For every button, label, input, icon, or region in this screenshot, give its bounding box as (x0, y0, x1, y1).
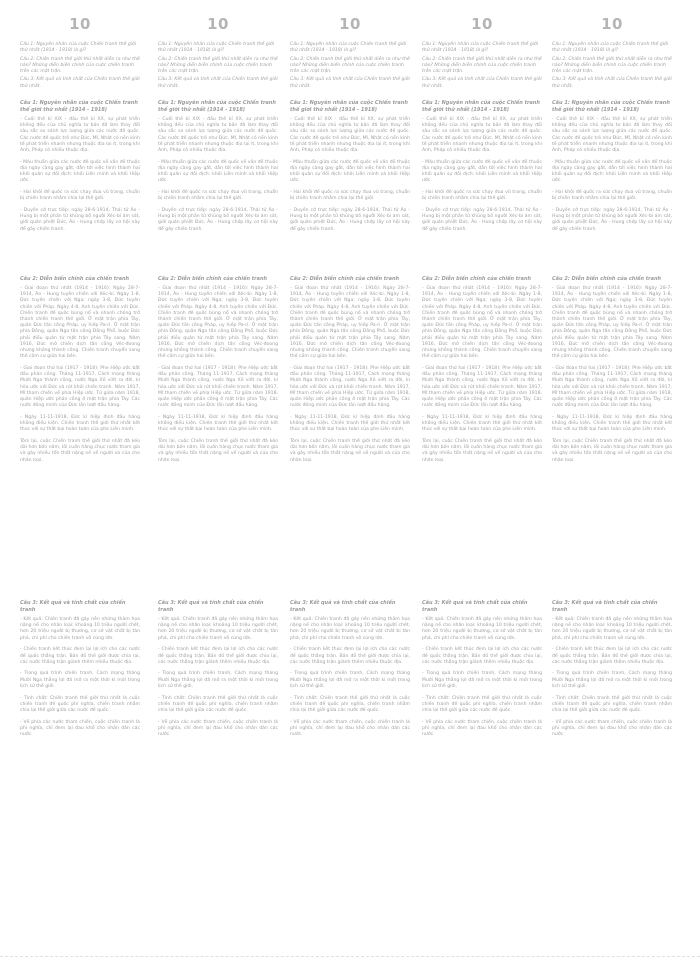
paragraph: - Cuối thế kỉ XIX - đầu thế kỉ XX, sự phát triển không đều của chủ nghĩa tư bản đã làm thay đổi sâu sắc so sánh lực lượng giữa các nước đế quốc. Các nước đế quốc trẻ như Đức, Mĩ, Nhật có nền kinh tế phát triển nhanh nhưng thuộc địa lại ít, trong khi Anh, Pháp có nhiều thuộc địa. (422, 117, 542, 154)
paragraph: - Kết quả: Chiến tranh đã gây nên những thảm họa nặng nề cho nhân loại: khoảng 10 triệu người chết, hơn 20 triệu người bị thương, cơ sở vật chất bị tàn phá, chi phí cho chiến tranh vô cùng lớn. (290, 617, 410, 641)
paragraph: - Tính chất: Chiến tranh thế giới thứ nhất là cuộc chiến tranh đế quốc phi nghĩa, chiến tranh nhằm chia lại thế giới giữa các nước đế quốc. (158, 695, 278, 713)
section-title: Câu 1: Nguyên nhân của cuộc Chiến tranh thế giới thứ nhất (1914 - 1918) (552, 100, 670, 113)
paragraph: - Giai đoạn thứ nhất (1914 - 1916): Ngày 28-7-1914, Áo - Hung tuyên chiến với Xéc-bi. Ngày 1-8, Đức tuyên chiến với Nga; ngày 3-8, Đức tuyên chiến với Pháp. Ngày 4-8, Anh tuyên chiến với Đức. Chiến tranh đế quốc bùng nổ và nhanh chóng trở thành chiến tranh thế giới. Ở mặt trận phía Tây, quân Đức tấn công Pháp, uy hiếp Pa-ri. Ở mặt trận phía Đông, quân Nga tấn công Đông Phổ, buộc Đức phải điều quân từ mặt trận phía Tây sang. Năm 1916, Đức mở chiến dịch tấn công Véc-đoong nhưng không thành công. Chiến tranh chuyển sang thế cầm cự giữa hai bên. (552, 286, 672, 360)
paragraph: - Giai đoạn thứ nhất (1914 - 1916): Ngày 28-7-1914, Áo - Hung tuyên chiến với Xéc-bi. Ngày 1-8, Đức tuyên chiến với Nga; ngày 3-8, Đức tuyên chiến với Pháp. Ngày 4-8, Anh tuyên chiến với Đức. Chiến tranh đế quốc bùng nổ và nhanh chóng trở thành chiến tranh thế giới. Ở mặt trận phía Tây, quân Đức tấn công Pháp, uy hiếp Pa-ri. Ở mặt trận phía Đông, quân Nga tấn công Đông Phổ, buộc Đức phải điều quân từ mặt trận phía Tây sang. Năm 1916, Đức mở chiến dịch tấn công Véc-đoong nhưng không thành công. Chiến tranh chuyển sang thế cầm cự giữa hai bên. (158, 286, 278, 360)
question-list (552, 42, 672, 90)
page-number: 10 (207, 15, 229, 33)
paragraph: - Tính chất: Chiến tranh thế giới thứ nhất là cuộc chiến tranh đế quốc phi nghĩa, chiến tranh nhằm chia lại thế giới giữa các nước đế quốc. (552, 695, 672, 713)
paragraph: - Trong quá trình chiến tranh, Cách mạng tháng Mười Nga thắng lợi đã mở ra một thời kì mới trong lịch sử thế giới. (552, 671, 672, 689)
paragraph: - Duyên cớ trực tiếp: ngày 28-6-1914, Thái tử Áo - Hung bị một phần tử khủng bố người Xéc-bi ám sát, giới quân phiệt Đức, Áo - Hung chớp lấy cơ hội này để gây chiến tranh. (158, 207, 278, 232)
section-title: Câu 1: Nguyên nhân của cuộc Chiến tranh thế giới thứ nhất (1914 - 1918) (20, 100, 138, 113)
answer-section-1 (158, 100, 278, 238)
paragraph: - Cuối thế kỉ XIX - đầu thế kỉ XX, sự phát triển không đều của chủ nghĩa tư bản đã làm thay đổi sâu sắc so sánh lực lượng giữa các nước đế quốc. Các nước đế quốc trẻ như Đức, Mĩ, Nhật có nền kinh tế phát triển nhanh nhưng thuộc địa lại ít, trong khi Anh, Pháp có nhiều thuộc địa. (20, 117, 140, 154)
paragraph: - Trong quá trình chiến tranh, Cách mạng tháng Mười Nga thắng lợi đã mở ra một thời kì mới trong lịch sử thế giới. (422, 671, 542, 689)
answer-section-3 (552, 600, 672, 744)
page-number: 10 (471, 15, 493, 33)
paragraph: - Về phía các nước tham chiến, cuộc chiến tranh là phi nghĩa, chỉ đem lại đau khổ cho nhân dân các nước. (20, 719, 140, 738)
question-item: Câu 3: Kết quả và tính chất của Chiến tranh thế giới thứ nhất. (158, 77, 278, 89)
paragraph: - Trong quá trình chiến tranh, Cách mạng tháng Mười Nga thắng lợi đã mở ra một thời kì mới trong lịch sử thế giới. (20, 671, 140, 689)
paragraph: - Mâu thuẫn giữa các nước đế quốc về vấn đề thuộc địa ngày càng gay gắt, dẫn tới việc hình thành hai khối quân sự đối địch: khối Liên minh và khối Hiệp ước. (552, 159, 672, 184)
paragraph: - Hai khối đế quốc ra sức chạy đua vũ trang, chuẩn bị chiến tranh nhằm chia lại thế giới. (290, 190, 410, 202)
answer-section-1 (290, 100, 410, 238)
paragraph: - Ngày 11-11-1918, Đức kí hiệp định đầu hàng không điều kiện. Chiến tranh thế giới thứ nhất kết thúc với sự thất bại hoàn toàn của phe Liên minh. (20, 414, 140, 433)
answer-section-2 (552, 276, 672, 469)
page-number: 10 (339, 15, 361, 33)
paragraph: - Tính chất: Chiến tranh thế giới thứ nhất là cuộc chiến tranh đế quốc phi nghĩa, chiến tranh nhằm chia lại thế giới giữa các nước đế quốc. (422, 695, 542, 713)
answer-section-3 (422, 600, 542, 744)
paragraph: - Ngày 11-11-1918, Đức kí hiệp định đầu hàng không điều kiện. Chiến tranh thế giới thứ nhất kết thúc với sự thất bại hoàn toàn của phe Liên minh. (290, 414, 410, 433)
question-list (290, 42, 410, 90)
question-item: Câu 2: Chiến tranh thế giới thứ nhất diễn ra như thế nào? Những diễn biến chính của cuộc chiến tranh trên các mặt trận. (290, 56, 410, 74)
paragraph: Tóm lại, cuộc Chiến tranh thế giới thứ nhất đã kéo dài hơn bốn năm, lôi cuốn hàng chục nước tham gia và gây nhiều tổn thất nặng nề về người và của cho nhân loại. (20, 438, 140, 463)
paragraph: - Kết quả: Chiến tranh đã gây nên những thảm họa nặng nề cho nhân loại: khoảng 10 triệu người chết, hơn 20 triệu người bị thương, cơ sở vật chất bị tàn phá, chi phí cho chiến tranh vô cùng lớn. (422, 617, 542, 641)
paragraph: - Giai đoạn thứ hai (1917 - 1918): Phe Hiệp ước bắt đầu phản công. Tháng 11-1917, Cách mạng tháng Mười Nga thành công, nước Nga Xô viết ra đời, kí hòa ước với Đức và rút khỏi chiến tranh. Năm 1917, Mĩ tham chiến về phía Hiệp ước. Từ giữa năm 1918, quân Hiệp ước phản công ở mặt trận phía Tây. Các nước đồng minh của Đức lần lượt đầu hàng. (552, 365, 672, 409)
question-item: Câu 1: Nguyên nhân của cuộc Chiến tranh thế giới thứ nhất (1914 - 1918) là gì? (158, 42, 275, 54)
paragraph: - Giai đoạn thứ hai (1917 - 1918): Phe Hiệp ước bắt đầu phản công. Tháng 11-1917, Cách mạng tháng Mười Nga thành công, nước Nga Xô viết ra đời, kí hòa ước với Đức và rút khỏi chiến tranh. Năm 1917, Mĩ tham chiến về phía Hiệp ước. Từ giữa năm 1918, quân Hiệp ước phản công ở mặt trận phía Tây. Các nước đồng minh của Đức lần lượt đầu hàng. (290, 365, 410, 409)
paragraph: - Giai đoạn thứ hai (1917 - 1918): Phe Hiệp ước bắt đầu phản công. Tháng 11-1917, Cách mạng tháng Mười Nga thành công, nước Nga Xô viết ra đời, kí hòa ước với Đức và rút khỏi chiến tranh. Năm 1917, Mĩ tham chiến về phía Hiệp ước. Từ giữa năm 1918, quân Hiệp ước phản công ở mặt trận phía Tây. Các nước đồng minh của Đức lần lượt đầu hàng. (20, 365, 140, 409)
paragraph: - Về phía các nước tham chiến, cuộc chiến tranh là phi nghĩa, chỉ đem lại đau khổ cho nhân dân các nước. (552, 719, 672, 738)
question-list (158, 42, 278, 90)
answer-section-2 (158, 276, 278, 469)
answer-section-1 (20, 100, 140, 238)
paragraph: - Kết quả: Chiến tranh đã gây nên những thảm họa nặng nề cho nhân loại: khoảng 10 triệu người chết, hơn 20 triệu người bị thương, cơ sở vật chất bị tàn phá, chi phí cho chiến tranh vô cùng lớn. (158, 617, 278, 641)
bottom-divider (0, 956, 700, 957)
question-item: Câu 2: Chiến tranh thế giới thứ nhất diễn ra như thế nào? Những diễn biến chính của cuộc chiến tranh trên các mặt trận. (158, 56, 278, 74)
question-list (422, 42, 542, 90)
section-title: Câu 1: Nguyên nhân của cuộc Chiến tranh thế giới thứ nhất (1914 - 1918) (290, 100, 408, 113)
page-column-4 (422, 14, 542, 738)
answer-section-3 (290, 600, 410, 744)
paragraph: - Kết quả: Chiến tranh đã gây nên những thảm họa nặng nề cho nhân loại: khoảng 10 triệu người chết, hơn 20 triệu người bị thương, cơ sở vật chất bị tàn phá, chi phí cho chiến tranh vô cùng lớn. (552, 617, 672, 641)
section-title: Câu 3: Kết quả và tính chất của chiến tranh (158, 600, 264, 613)
page-number: 10 (601, 15, 623, 33)
paragraph: - Mâu thuẫn giữa các nước đế quốc về vấn đề thuộc địa ngày càng gay gắt, dẫn tới việc hình thành hai khối quân sự đối địch: khối Liên minh và khối Hiệp ước. (290, 159, 410, 184)
paragraph: - Về phía các nước tham chiến, cuộc chiến tranh là phi nghĩa, chỉ đem lại đau khổ cho nhân dân các nước. (158, 719, 278, 738)
answer-section-2 (290, 276, 410, 469)
paragraph: - Giai đoạn thứ nhất (1914 - 1916): Ngày 28-7-1914, Áo - Hung tuyên chiến với Xéc-bi. Ngày 1-8, Đức tuyên chiến với Nga; ngày 3-8, Đức tuyên chiến với Pháp. Ngày 4-8, Anh tuyên chiến với Đức. Chiến tranh đế quốc bùng nổ và nhanh chóng trở thành chiến tranh thế giới. Ở mặt trận phía Tây, quân Đức tấn công Pháp, uy hiếp Pa-ri. Ở mặt trận phía Đông, quân Nga tấn công Đông Phổ, buộc Đức phải điều quân từ mặt trận phía Tây sang. Năm 1916, Đức mở chiến dịch tấn công Véc-đoong nhưng không thành công. Chiến tranh chuyển sang thế cầm cự giữa hai bên. (20, 286, 140, 360)
answer-section-1 (552, 100, 672, 238)
question-item: Câu 3: Kết quả và tính chất của Chiến tranh thế giới thứ nhất. (290, 77, 410, 89)
page-column-5 (552, 14, 672, 738)
paragraph: - Giai đoạn thứ hai (1917 - 1918): Phe Hiệp ước bắt đầu phản công. Tháng 11-1917, Cách mạng tháng Mười Nga thành công, nước Nga Xô viết ra đời, kí hòa ước với Đức và rút khỏi chiến tranh. Năm 1917, Mĩ tham chiến về phía Hiệp ước. Từ giữa năm 1918, quân Hiệp ước phản công ở mặt trận phía Tây. Các nước đồng minh của Đức lần lượt đầu hàng. (158, 365, 278, 409)
section-title: Câu 2: Diễn biến chính của chiến tranh (422, 276, 532, 282)
question-item: Câu 3: Kết quả và tính chất của Chiến tranh thế giới thứ nhất. (20, 77, 140, 89)
answer-section-1 (422, 100, 542, 238)
paragraph: - Trong quá trình chiến tranh, Cách mạng tháng Mười Nga thắng lợi đã mở ra một thời kì mới trong lịch sử thế giới. (158, 671, 278, 689)
paragraph: - Mâu thuẫn giữa các nước đế quốc về vấn đề thuộc địa ngày càng gay gắt, dẫn tới việc hình thành hai khối quân sự đối địch: khối Liên minh và khối Hiệp ước. (20, 159, 140, 184)
question-item: Câu 2: Chiến tranh thế giới thứ nhất diễn ra như thế nào? Những diễn biến chính của cuộc chiến tranh trên các mặt trận. (422, 56, 542, 74)
paragraph: - Tính chất: Chiến tranh thế giới thứ nhất là cuộc chiến tranh đế quốc phi nghĩa, chiến tranh nhằm chia lại thế giới giữa các nước đế quốc. (290, 695, 410, 713)
paragraph: - Trong quá trình chiến tranh, Cách mạng tháng Mười Nga thắng lợi đã mở ra một thời kì mới trong lịch sử thế giới. (290, 671, 410, 689)
paragraph: - Cuối thế kỉ XIX - đầu thế kỉ XX, sự phát triển không đều của chủ nghĩa tư bản đã làm thay đổi sâu sắc so sánh lực lượng giữa các nước đế quốc. Các nước đế quốc trẻ như Đức, Mĩ, Nhật có nền kinh tế phát triển nhanh nhưng thuộc địa lại ít, trong khi Anh, Pháp có nhiều thuộc địa. (552, 117, 672, 154)
paragraph: - Cuối thế kỉ XIX - đầu thế kỉ XX, sự phát triển không đều của chủ nghĩa tư bản đã làm thay đổi sâu sắc so sánh lực lượng giữa các nước đế quốc. Các nước đế quốc trẻ như Đức, Mĩ, Nhật có nền kinh tế phát triển nhanh nhưng thuộc địa lại ít, trong khi Anh, Pháp có nhiều thuộc địa. (158, 117, 278, 154)
section-title: Câu 2: Diễn biến chính của chiến tranh (20, 276, 130, 282)
paragraph: - Giai đoạn thứ nhất (1914 - 1916): Ngày 28-7-1914, Áo - Hung tuyên chiến với Xéc-bi. Ngày 1-8, Đức tuyên chiến với Nga; ngày 3-8, Đức tuyên chiến với Pháp. Ngày 4-8, Anh tuyên chiến với Đức. Chiến tranh đế quốc bùng nổ và nhanh chóng trở thành chiến tranh thế giới. Ở mặt trận phía Tây, quân Đức tấn công Pháp, uy hiếp Pa-ri. Ở mặt trận phía Đông, quân Nga tấn công Đông Phổ, buộc Đức phải điều quân từ mặt trận phía Tây sang. Năm 1916, Đức mở chiến dịch tấn công Véc-đoong nhưng không thành công. Chiến tranh chuyển sang thế cầm cự giữa hai bên. (290, 286, 410, 360)
question-list (20, 42, 140, 90)
section-title: Câu 3: Kết quả và tính chất của chiến tranh (552, 600, 658, 613)
paragraph: - Mâu thuẫn giữa các nước đế quốc về vấn đề thuộc địa ngày càng gay gắt, dẫn tới việc hình thành hai khối quân sự đối địch: khối Liên minh và khối Hiệp ước. (158, 159, 278, 184)
paragraph: - Ngày 11-11-1918, Đức kí hiệp định đầu hàng không điều kiện. Chiến tranh thế giới thứ nhất kết thúc với sự thất bại hoàn toàn của phe Liên minh. (422, 414, 542, 433)
answer-section-2 (20, 276, 140, 469)
page-column-2 (158, 14, 278, 738)
paragraph: - Ngày 11-11-1918, Đức kí hiệp định đầu hàng không điều kiện. Chiến tranh thế giới thứ nhất kết thúc với sự thất bại hoàn toàn của phe Liên minh. (552, 414, 672, 433)
section-title: Câu 2: Diễn biến chính của chiến tranh (158, 276, 268, 282)
question-item: Câu 3: Kết quả và tính chất của Chiến tranh thế giới thứ nhất. (422, 77, 542, 89)
page-column-1 (20, 14, 140, 738)
question-item: Câu 1: Nguyên nhân của cuộc Chiến tranh thế giới thứ nhất (1914 - 1918) là gì? (552, 42, 669, 54)
question-item: Câu 1: Nguyên nhân của cuộc Chiến tranh thế giới thứ nhất (1914 - 1918) là gì? (290, 42, 407, 54)
paragraph: - Giai đoạn thứ hai (1917 - 1918): Phe Hiệp ước bắt đầu phản công. Tháng 11-1917, Cách mạng tháng Mười Nga thành công, nước Nga Xô viết ra đời, kí hòa ước với Đức và rút khỏi chiến tranh. Năm 1917, Mĩ tham chiến về phía Hiệp ước. Từ giữa năm 1918, quân Hiệp ước phản công ở mặt trận phía Tây. Các nước đồng minh của Đức lần lượt đầu hàng. (422, 365, 542, 409)
section-title: Câu 3: Kết quả và tính chất của chiến tranh (290, 600, 396, 613)
question-item: Câu 2: Chiến tranh thế giới thứ nhất diễn ra như thế nào? Những diễn biến chính của cuộc chiến tranh trên các mặt trận. (552, 56, 672, 74)
paragraph: - Chiến tranh kết thúc đem lại lợi ích cho các nước đế quốc thắng trận. Bản đồ thế giới được chia lại, các nước thắng trận giành thêm nhiều thuộc địa. (158, 647, 278, 665)
paragraph: - Hai khối đế quốc ra sức chạy đua vũ trang, chuẩn bị chiến tranh nhằm chia lại thế giới. (422, 190, 542, 202)
paragraph: Tóm lại, cuộc Chiến tranh thế giới thứ nhất đã kéo dài hơn bốn năm, lôi cuốn hàng chục nước tham gia và gây nhiều tổn thất nặng nề về người và của cho nhân loại. (422, 438, 542, 463)
paragraph: - Về phía các nước tham chiến, cuộc chiến tranh là phi nghĩa, chỉ đem lại đau khổ cho nhân dân các nước. (422, 719, 542, 738)
paragraph: - Hai khối đế quốc ra sức chạy đua vũ trang, chuẩn bị chiến tranh nhằm chia lại thế giới. (552, 190, 672, 202)
paragraph: - Hai khối đế quốc ra sức chạy đua vũ trang, chuẩn bị chiến tranh nhằm chia lại thế giới. (158, 190, 278, 202)
paragraph: - Chiến tranh kết thúc đem lại lợi ích cho các nước đế quốc thắng trận. Bản đồ thế giới được chia lại, các nước thắng trận giành thêm nhiều thuộc địa. (290, 647, 410, 665)
section-title: Câu 3: Kết quả và tính chất của chiến tranh (20, 600, 126, 613)
section-title: Câu 1: Nguyên nhân của cuộc Chiến tranh thế giới thứ nhất (1914 - 1918) (422, 100, 540, 113)
paragraph: - Chiến tranh kết thúc đem lại lợi ích cho các nước đế quốc thắng trận. Bản đồ thế giới được chia lại, các nước thắng trận giành thêm nhiều thuộc địa. (552, 647, 672, 665)
question-item: Câu 3: Kết quả và tính chất của Chiến tranh thế giới thứ nhất. (552, 77, 672, 89)
question-item: Câu 1: Nguyên nhân của cuộc Chiến tranh thế giới thứ nhất (1914 - 1918) là gì? (20, 42, 137, 54)
paragraph: - Duyên cớ trực tiếp: ngày 28-6-1914, Thái tử Áo - Hung bị một phần tử khủng bố người Xéc-bi ám sát, giới quân phiệt Đức, Áo - Hung chớp lấy cơ hội này để gây chiến tranh. (422, 207, 542, 232)
page-column-3 (290, 14, 410, 738)
answer-section-2 (422, 276, 542, 469)
section-title: Câu 2: Diễn biến chính của chiến tranh (552, 276, 662, 282)
paragraph: Tóm lại, cuộc Chiến tranh thế giới thứ nhất đã kéo dài hơn bốn năm, lôi cuốn hàng chục nước tham gia và gây nhiều tổn thất nặng nề về người và của cho nhân loại. (552, 438, 672, 463)
answer-section-3 (20, 600, 140, 744)
paragraph: - Chiến tranh kết thúc đem lại lợi ích cho các nước đế quốc thắng trận. Bản đồ thế giới được chia lại, các nước thắng trận giành thêm nhiều thuộc địa. (20, 647, 140, 665)
paragraph: - Duyên cớ trực tiếp: ngày 28-6-1914, Thái tử Áo - Hung bị một phần tử khủng bố người Xéc-bi ám sát, giới quân phiệt Đức, Áo - Hung chớp lấy cơ hội này để gây chiến tranh. (290, 207, 410, 232)
paragraph: - Cuối thế kỉ XIX - đầu thế kỉ XX, sự phát triển không đều của chủ nghĩa tư bản đã làm thay đổi sâu sắc so sánh lực lượng giữa các nước đế quốc. Các nước đế quốc trẻ như Đức, Mĩ, Nhật có nền kinh tế phát triển nhanh nhưng thuộc địa lại ít, trong khi Anh, Pháp có nhiều thuộc địa. (290, 117, 410, 154)
section-title: Câu 1: Nguyên nhân của cuộc Chiến tranh thế giới thứ nhất (1914 - 1918) (158, 100, 276, 113)
question-item: Câu 2: Chiến tranh thế giới thứ nhất diễn ra như thế nào? Những diễn biến chính của cuộc chiến tranh trên các mặt trận. (20, 56, 140, 74)
section-title: Câu 2: Diễn biến chính của chiến tranh (290, 276, 400, 282)
question-item: Câu 1: Nguyên nhân của cuộc Chiến tranh thế giới thứ nhất (1914 - 1918) là gì? (422, 42, 539, 54)
paragraph: - Duyên cớ trực tiếp: ngày 28-6-1914, Thái tử Áo - Hung bị một phần tử khủng bố người Xéc-bi ám sát, giới quân phiệt Đức, Áo - Hung chớp lấy cơ hội này để gây chiến tranh. (552, 207, 672, 232)
answer-section-3 (158, 600, 278, 744)
paragraph: - Mâu thuẫn giữa các nước đế quốc về vấn đề thuộc địa ngày càng gay gắt, dẫn tới việc hình thành hai khối quân sự đối địch: khối Liên minh và khối Hiệp ước. (422, 159, 542, 184)
paragraph: - Duyên cớ trực tiếp: ngày 28-6-1914, Thái tử Áo - Hung bị một phần tử khủng bố người Xéc-bi ám sát, giới quân phiệt Đức, Áo - Hung chớp lấy cơ hội này để gây chiến tranh. (20, 207, 140, 232)
paragraph: - Kết quả: Chiến tranh đã gây nên những thảm họa nặng nề cho nhân loại: khoảng 10 triệu người chết, hơn 20 triệu người bị thương, cơ sở vật chất bị tàn phá, chi phí cho chiến tranh vô cùng lớn. (20, 617, 140, 641)
paragraph: - Về phía các nước tham chiến, cuộc chiến tranh là phi nghĩa, chỉ đem lại đau khổ cho nhân dân các nước. (290, 719, 410, 738)
paragraph: - Chiến tranh kết thúc đem lại lợi ích cho các nước đế quốc thắng trận. Bản đồ thế giới được chia lại, các nước thắng trận giành thêm nhiều thuộc địa. (422, 647, 542, 665)
paragraph: - Tính chất: Chiến tranh thế giới thứ nhất là cuộc chiến tranh đế quốc phi nghĩa, chiến tranh nhằm chia lại thế giới giữa các nước đế quốc. (20, 695, 140, 713)
paragraph: - Ngày 11-11-1918, Đức kí hiệp định đầu hàng không điều kiện. Chiến tranh thế giới thứ nhất kết thúc với sự thất bại hoàn toàn của phe Liên minh. (158, 414, 278, 433)
paragraph: - Hai khối đế quốc ra sức chạy đua vũ trang, chuẩn bị chiến tranh nhằm chia lại thế giới. (20, 190, 140, 202)
paragraph: Tóm lại, cuộc Chiến tranh thế giới thứ nhất đã kéo dài hơn bốn năm, lôi cuốn hàng chục nước tham gia và gây nhiều tổn thất nặng nề về người và của cho nhân loại. (290, 438, 410, 463)
section-title: Câu 3: Kết quả và tính chất của chiến tranh (422, 600, 528, 613)
paragraph: - Giai đoạn thứ nhất (1914 - 1916): Ngày 28-7-1914, Áo - Hung tuyên chiến với Xéc-bi. Ngày 1-8, Đức tuyên chiến với Nga; ngày 3-8, Đức tuyên chiến với Pháp. Ngày 4-8, Anh tuyên chiến với Đức. Chiến tranh đế quốc bùng nổ và nhanh chóng trở thành chiến tranh thế giới. Ở mặt trận phía Tây, quân Đức tấn công Pháp, uy hiếp Pa-ri. Ở mặt trận phía Đông, quân Nga tấn công Đông Phổ, buộc Đức phải điều quân từ mặt trận phía Tây sang. Năm 1916, Đức mở chiến dịch tấn công Véc-đoong nhưng không thành công. Chiến tranh chuyển sang thế cầm cự giữa hai bên. (422, 286, 542, 360)
paragraph: Tóm lại, cuộc Chiến tranh thế giới thứ nhất đã kéo dài hơn bốn năm, lôi cuốn hàng chục nước tham gia và gây nhiều tổn thất nặng nề về người và của cho nhân loại. (158, 438, 278, 463)
page-number: 10 (69, 15, 91, 33)
